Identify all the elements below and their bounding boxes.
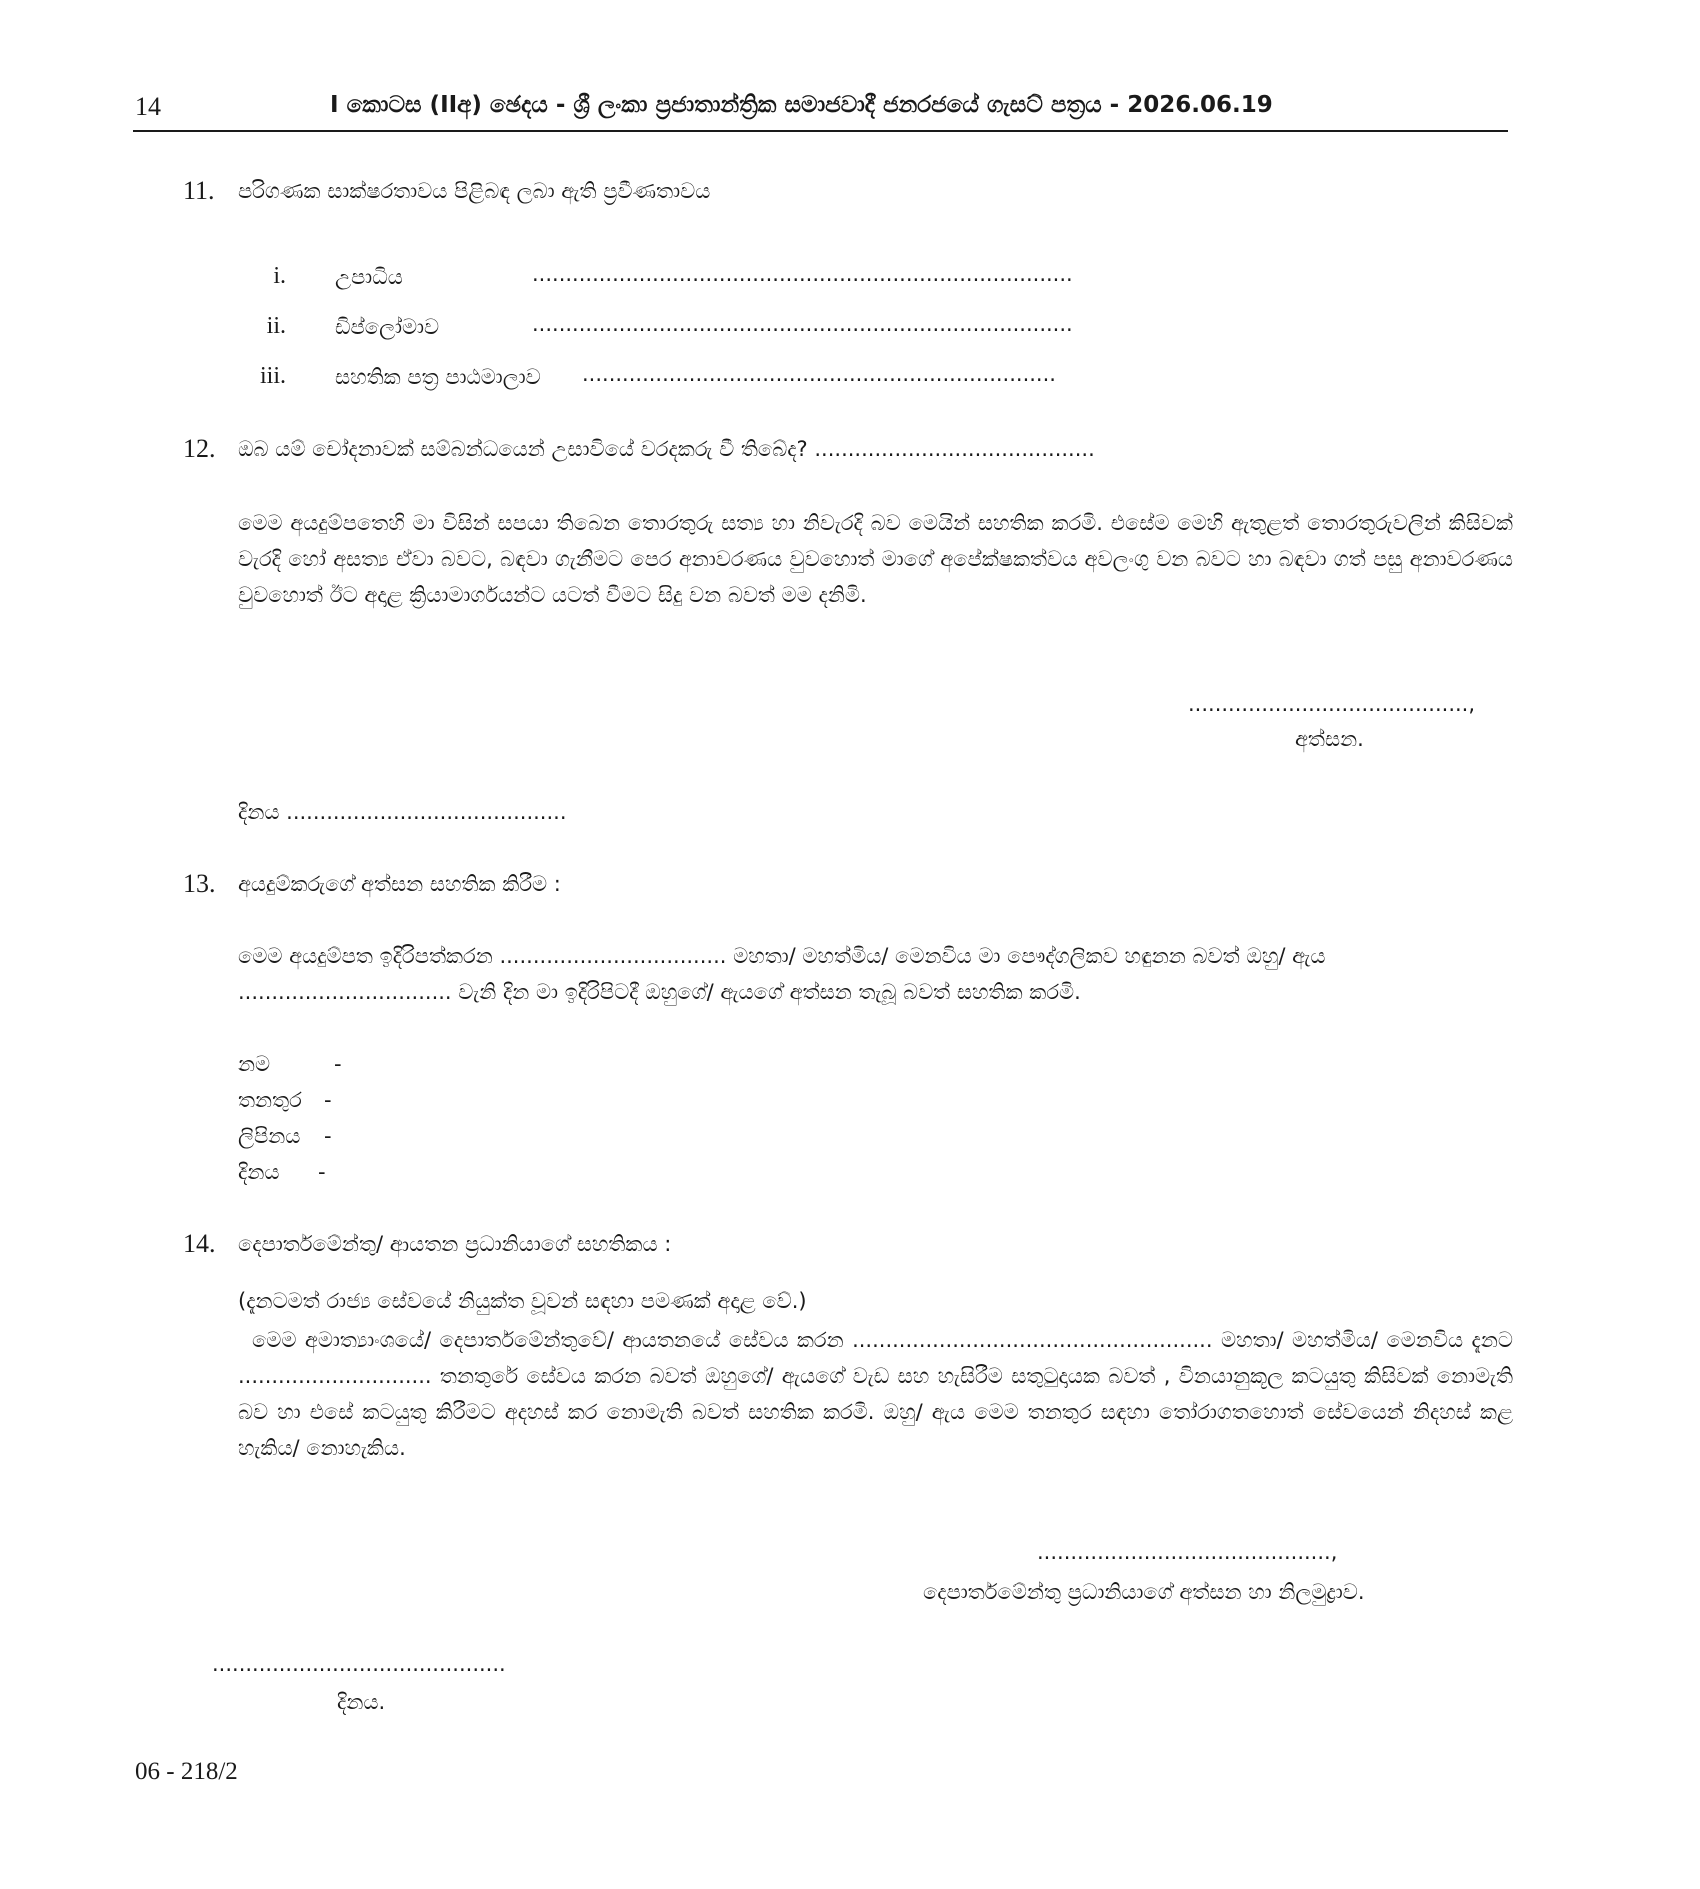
q11-item-roman: i. (273, 263, 286, 289)
q14-signature-dots: ............................................, (1037, 1540, 1338, 1564)
q14-body: මෙම අමාත්‍යාංශයේ/ දෙපාර්තමේන්තුවේ/ ආයතනයේ සේවය කරන ...................................................... මහතා/ මහත්මිය/ මෙනවිය දැනට ............................. තනතුරේ සේවය කරන බවත් ඔහුගේ/ ඇයගේ වැඩ සහ හැසිරීම සතුටුදායක බවත් , විනයානුකූල කටයුතු කිසිවක් නොමැති බව හා එසේ කටයුතු කිරීමට අදහස් කර නොමැති බවත් සහතික කරමි. ඔහු/ ඇය මෙම තනතුර සඳහා තෝරාගතහොත් සේවයෙන් නිදහස් කළ හැකිය/ නොහැකිය. (238, 1328, 1513, 1460)
q13-field-label: නම (238, 1052, 271, 1076)
q14-note: (දැනටමත් රාජ්‍ය සේවයේ නියුක්ත වූවන් සඳහා පමණක් අදාළ වේ.) (238, 1289, 807, 1313)
q12-text: ඔබ යම් චෝදනාවක් සම්බන්ධයෙන් උසාවියේ වරදකරු වී තිබේද? .......................................... (238, 437, 1095, 461)
q13-field-label: තනතුර (238, 1088, 302, 1112)
q11-item-label: උපාධිය (335, 265, 403, 289)
q13-line2: ................................ වැනි දින මා ඉදිරිපිටදී ඔහුගේ/ ඇයගේ අත්සන තැබූ බවත් සහතික කරමි. (238, 980, 1081, 1004)
q11-item-dots: ................................................................................. (532, 312, 1073, 336)
q12-signature-label: අත්සන. (1295, 727, 1364, 751)
q11-item-label: ඩිප්ලෝමාව (335, 315, 440, 339)
q11-item-label: සහතික පත්‍ර පාඨමාලාව (335, 365, 541, 389)
q11-number: 11. (183, 176, 215, 205)
q12-number: 12. (183, 434, 216, 463)
q13-field-dash: - (324, 1124, 332, 1148)
q13-number: 13. (183, 869, 216, 898)
page-number: 14 (135, 92, 161, 121)
footer-code: 06 - 218/2 (135, 1758, 238, 1785)
q14-date-label: දිනය. (337, 1690, 386, 1714)
q12-date: දිනය .......................................... (238, 800, 567, 824)
q11-item-roman: iii. (259, 363, 286, 389)
header-divider (133, 130, 1508, 132)
q13-field-dash: - (334, 1052, 342, 1076)
q11-item-roman: ii. (266, 313, 286, 339)
q12-declaration: මෙම අයදුම්පතෙහි මා විසින් සපයා තිබෙන තොරතුරු සත්‍ය හා නිවැරදි බව මෙයින් සහතික කරමි. එසේම මෙහි ඇතුළත් තොරතුරුවලින් කිසිවක් වැරදි හෝ අසත්‍ය ඒවා බවට, බඳවා ගැනීමට පෙර අනාවරණය වුවහොත් මාගේ අපේක්ෂකත්වය අවලංගු වන බවට හා බඳවා ගත් පසු අනාවරණය වුවහොත් ඊට අදාළ ක්‍රියාමාර්ගයන්ට යටත් වීමට සිදු වන බවත් මම දනිමි. (238, 511, 1513, 607)
q14-title: දෙපාර්තමේන්තු/ ආයතන ප්‍රධානියාගේ සහතිකය : (238, 1232, 672, 1256)
q14-number: 14. (183, 1229, 216, 1258)
q13-field-label: දිනය (238, 1160, 280, 1184)
q13-field-label: ලිපිනය (238, 1124, 301, 1148)
gazette-header-title: I කොටස (IIඅ) ඡෙදය - ශ්‍රී ලංකා ප්‍රජාතාන්ත්‍රික සමාජවාදී ජනරජයේ ගැසට් පත්‍රය - 2026.06.19 (330, 92, 1273, 118)
q11-item-dots: ................................................................................. (532, 262, 1073, 286)
q14-signature-label: දෙපාර්තමේන්තු ප්‍රධානියාගේ අත්සන හා නිලමුද්‍රාව. (923, 1580, 1365, 1604)
q11-item-dots: ....................................................................... (582, 362, 1056, 386)
q13-field-dash: - (318, 1160, 326, 1184)
q14-date-dots: ............................................ (212, 1652, 506, 1676)
q12-signature-dots: .........................................., (1188, 692, 1476, 716)
q13-line1: මෙම අයදුම්පත ඉදිරිපත්කරන .................................. මහතා/ මහත්මිය/ මෙනවිය මා පෞද්ගලිකව හඳුනන බවත් ඔහු/ ඇය (238, 944, 1326, 968)
q13-title: අයදුම්කරුගේ අත්සන සහතික කිරීම : (238, 872, 561, 896)
q13-field-dash: - (324, 1088, 332, 1112)
q11-text: පරිගණක සාක්ෂරතාවය පිළිබඳ ලබා ඇති ප්‍රවීණතාවය (238, 179, 711, 203)
